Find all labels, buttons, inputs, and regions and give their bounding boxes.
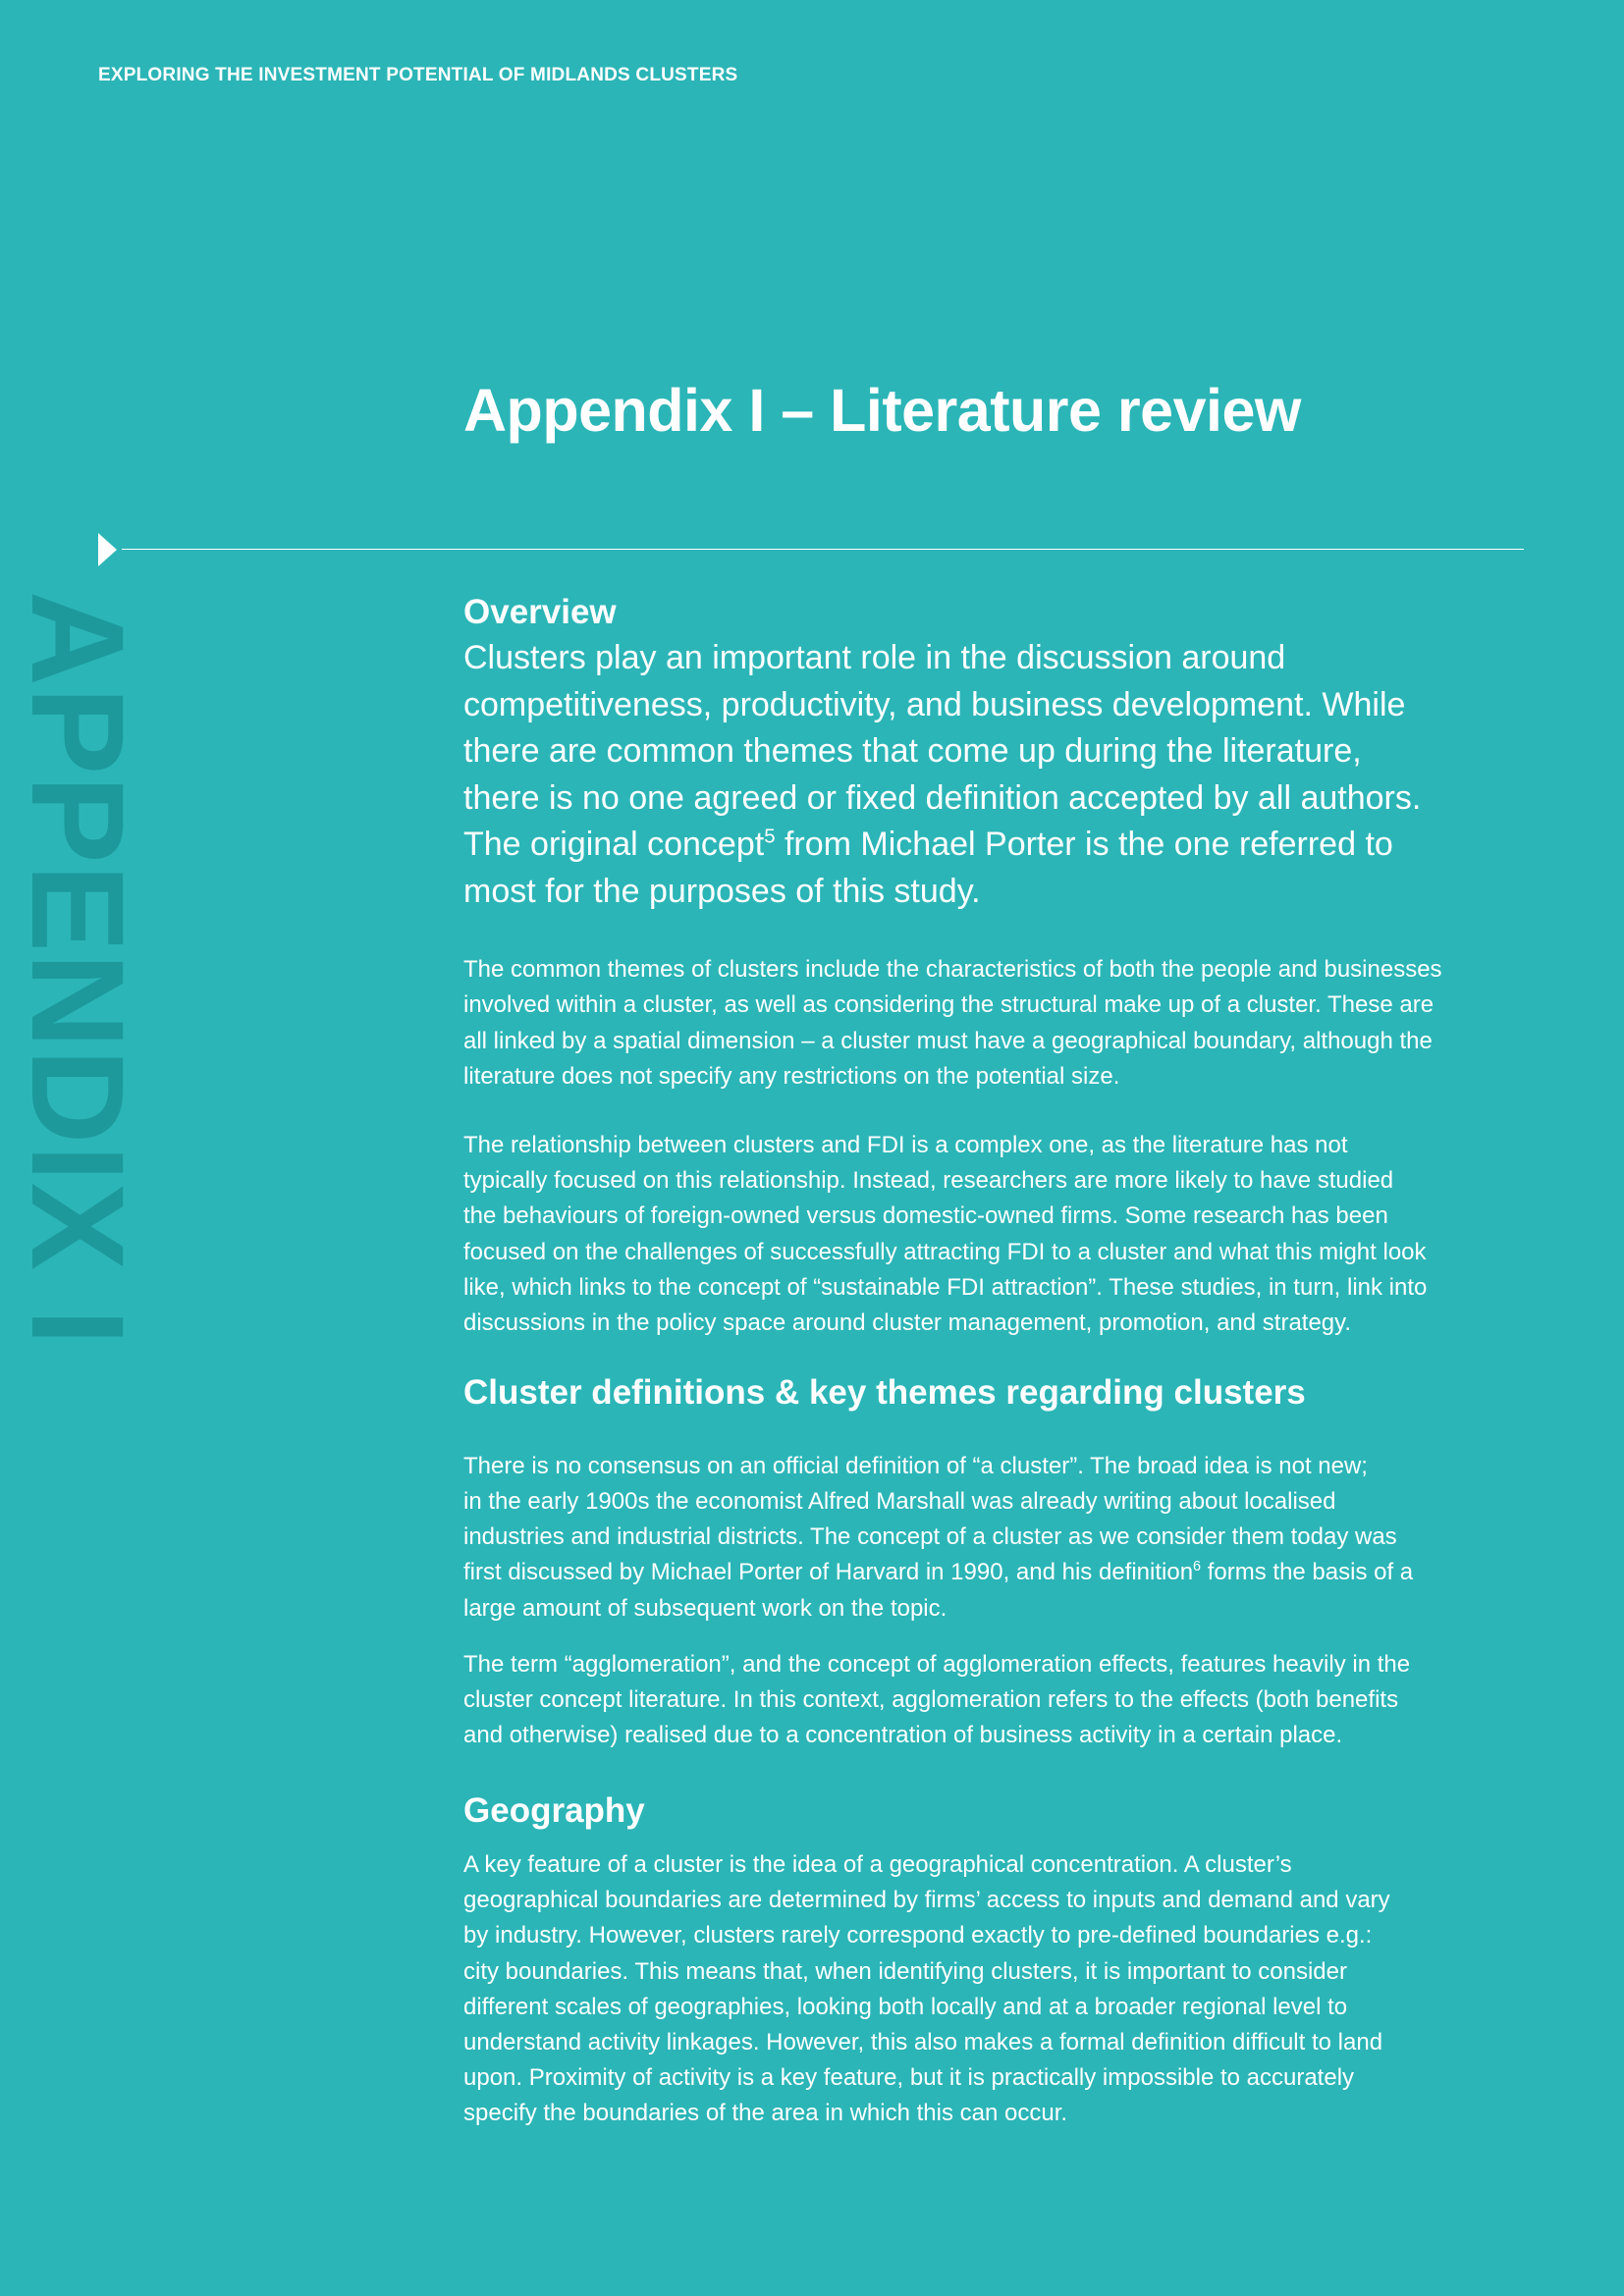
geography-heading: Geography xyxy=(463,1791,645,1831)
lead-text-start: Clusters play an important role in the discussion around competitiveness, productivity, and business development. While there are common themes that come up during the literature, there is no one agreed or fixed definition accepted by all authors. The original concept xyxy=(463,639,1422,864)
overview-heading: Overview xyxy=(463,593,617,631)
definitions-heading: Cluster definitions & key themes regarding clusters xyxy=(463,1373,1306,1413)
overview-paragraph-1: The common themes of clusters include the characteristics of both the people and businesses involved within a cluster, as well as considering the structural make up of a cluster. These are all linked by a spatial dimension – a cluster must have a geographical boundary, although the literature does not specify any restrictions on the potential size. xyxy=(463,956,1442,1090)
geography-paragraph-1: A key feature of a cluster is the idea of a geographical concentration. A cluster’s geographical boundaries are determined by firms’ access to inputs and demand and vary by industry. However, clusters rarely correspond exactly to pre-defined boundaries e.g.: city boundaries. This means that, when identifying clusters, it is important to consider different scales of geographies, looking both locally and at a broader regional level to understand activity linkages. However, this also makes a formal definition difficult to land upon. Proximity of activity is a key feature, but it is practically impossible to accurately specify the boundaries of the area in which this can occur. xyxy=(463,1850,1390,2127)
overview-paragraph-2: The relationship between clusters and FDI is a complex one, as the literature has not typically focused on this relationship. Instead, researchers are more likely to have studied the behaviours of foreign-owned versus domestic-owned firms. Some research has been focused on the challenges of successfully attracting FDI to a cluster and what this might look like, which links to the concept of “sustainable FDI attraction”. These studies, in turn, link into discussions in the policy space around cluster management, promotion, and strategy. xyxy=(463,1132,1428,1337)
vertical-section-label: APPENDIX I xyxy=(4,591,150,1347)
footnote-ref-5: 5 xyxy=(764,826,776,848)
main-content xyxy=(463,589,1534,2132)
definitions-paragraph-1 xyxy=(463,1449,1534,1627)
lead-text-end: from Michael Porter is the one referred to most for the purposes of this study. xyxy=(463,826,1393,910)
running-header: EXPLORING THE INVESTMENT POTENTIAL OF MIDLANDS CLUSTERS xyxy=(98,65,738,85)
definitions-section xyxy=(463,1370,1534,1753)
overview-lead-paragraph xyxy=(463,635,1534,915)
page-title: Appendix I – Literature review xyxy=(463,377,1301,444)
footnote-ref-6: 6 xyxy=(1193,1559,1202,1575)
overview-section xyxy=(463,589,1534,1341)
definitions-text-start: There is no consensus on an official definition of “a cluster”. The broad idea is not new; in the early 1900s the economist Alfred Marshall was already writing about localised industries and industrial districts. The concept of a cluster as we consider them today was first discussed by Michael Porter of Harvard in 1990, and his definition xyxy=(463,1452,1397,1586)
section-divider xyxy=(122,549,1524,550)
definitions-text-end: forms the basis of a large amount of subsequent work on the topic. xyxy=(463,1559,1414,1622)
triangle-marker-icon xyxy=(98,533,117,566)
geography-section xyxy=(463,1789,1534,2131)
definitions-paragraph-2: The term “agglomeration”, and the concept of agglomeration effects, features heavily in the cluster concept literature. In this context, agglomeration refers to the effects (both benefits and otherwise) realised due to a concentration of business activity in a certain place. xyxy=(463,1650,1411,1749)
